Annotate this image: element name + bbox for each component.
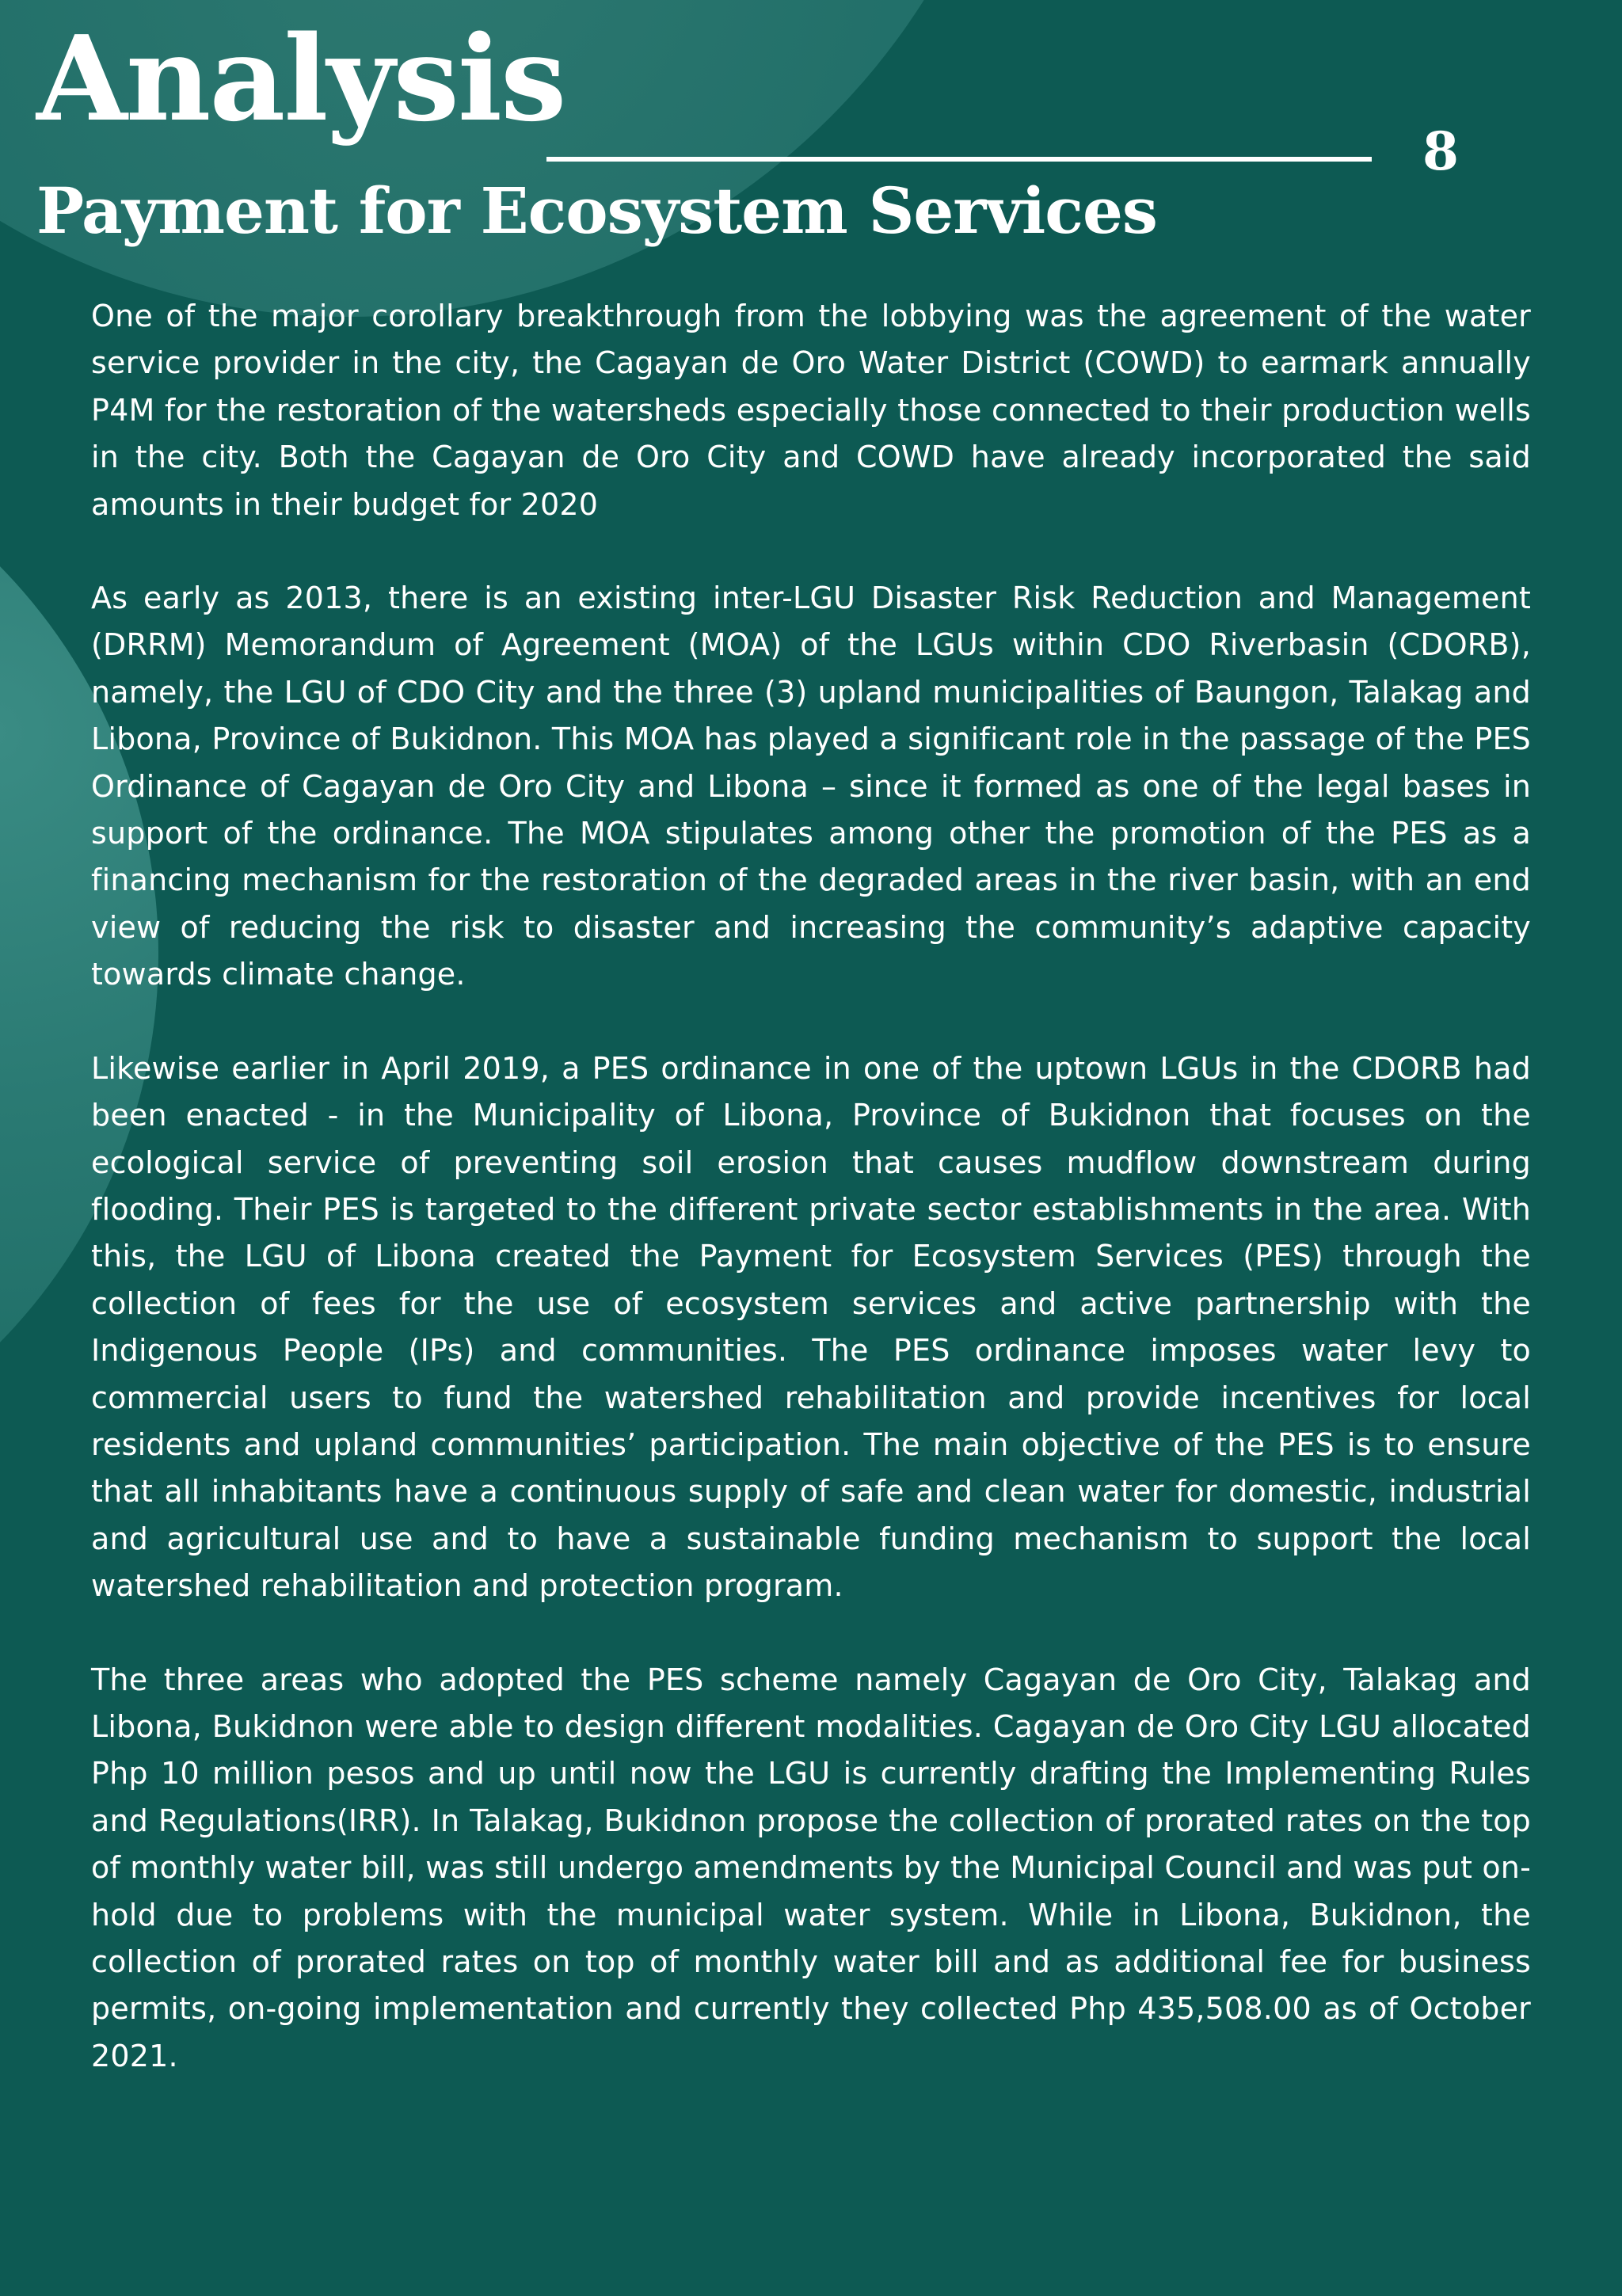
page-subtitle: Payment for Ecosystem Services	[36, 173, 1157, 248]
page-number: 8	[1422, 120, 1459, 182]
paragraph-cowd-earmark: One of the major corollary breakthrough from the lobbying was the agreement of the water service provider in the city, the Cagayan de Oro Water District (COWD) to earmark annually P4M for the restoration of the watersheds especially those connected to their production wells in the city. Both the Cagayan de Oro City and COWD have already incorporated the said amounts in their budget for 2020	[91, 299, 1531, 522]
body-text	[91, 293, 1531, 2080]
paragraph-drrm-moa: As early as 2013, there is an existing inter-LGU Disaster Risk Reduction and Management (DRRM) Memorandum of Agreement (MOA) of the LGUs within CDO Riverbasin (CDORB), namely, the LGU of CDO City and the three (3) upland municipalities of Baungon, Talakag and Libona, Province of Bukidnon. This MOA has played a significant role in the passage of the PES Ordinance of Cagayan de Oro City and Libona – since it formed as one of the legal bases in support of the ordinance. The MOA stipulates among other the promotion of the PES as a financing mechanism for the restoration of the degraded areas in the river basin, with an end view of reducing the risk to disaster and increasing the community’s adaptive capacity towards climate change.	[91, 581, 1531, 992]
page-title: Analysis	[36, 10, 565, 147]
title-divider-line	[546, 157, 1372, 162]
paragraph-pes-modalities: The three areas who adopted the PES scheme namely Cagayan de Oro City, Talakag and Libona, Bukidnon were able to design different modalities. Cagayan de Oro City LGU allocated Php 10 million pesos and up until now the LGU is currently drafting the Implementing Rules and Regulations(IRR). In Talakag, Bukidnon propose the collection of prorated rates on the top of monthly water bill, was still undergo amendments by the Municipal Council and was put on-hold due to problems with the municipal water system. While in Libona, Bukidnon, the collection of prorated rates on top of monthly water bill and as additional fee for business permits, on-going implementation and currently they collected Php 435,508.00 as of October 2021.	[91, 1662, 1531, 2073]
paragraph-libona-ordinance: Likewise earlier in April 2019, a PES ordinance in one of the uptown LGUs in the CDORB had been enacted - in the Municipality of Libona, Province of Bukidnon that focuses on the ecological service of preventing soil erosion that causes mudflow downstream during flooding. Their PES is targeted to the different private sector establishments in the area. With this, the LGU of Libona created the Payment for Ecosystem Services (PES) through the collection of fees for the use of ecosystem services and active partnership with the Indigenous People (IPs) and communities. The PES ordinance imposes water levy to commercial users to fund the watershed rehabilitation and provide incentives for local residents and upland communities’ participation. The main objective of the PES is to ensure that all inhabitants have a continuous supply of safe and clean water for domestic, industrial and agricultural use and to have a sustainable funding mechanism to support the local watershed rehabilitation and protection program.	[91, 1050, 1531, 1604]
